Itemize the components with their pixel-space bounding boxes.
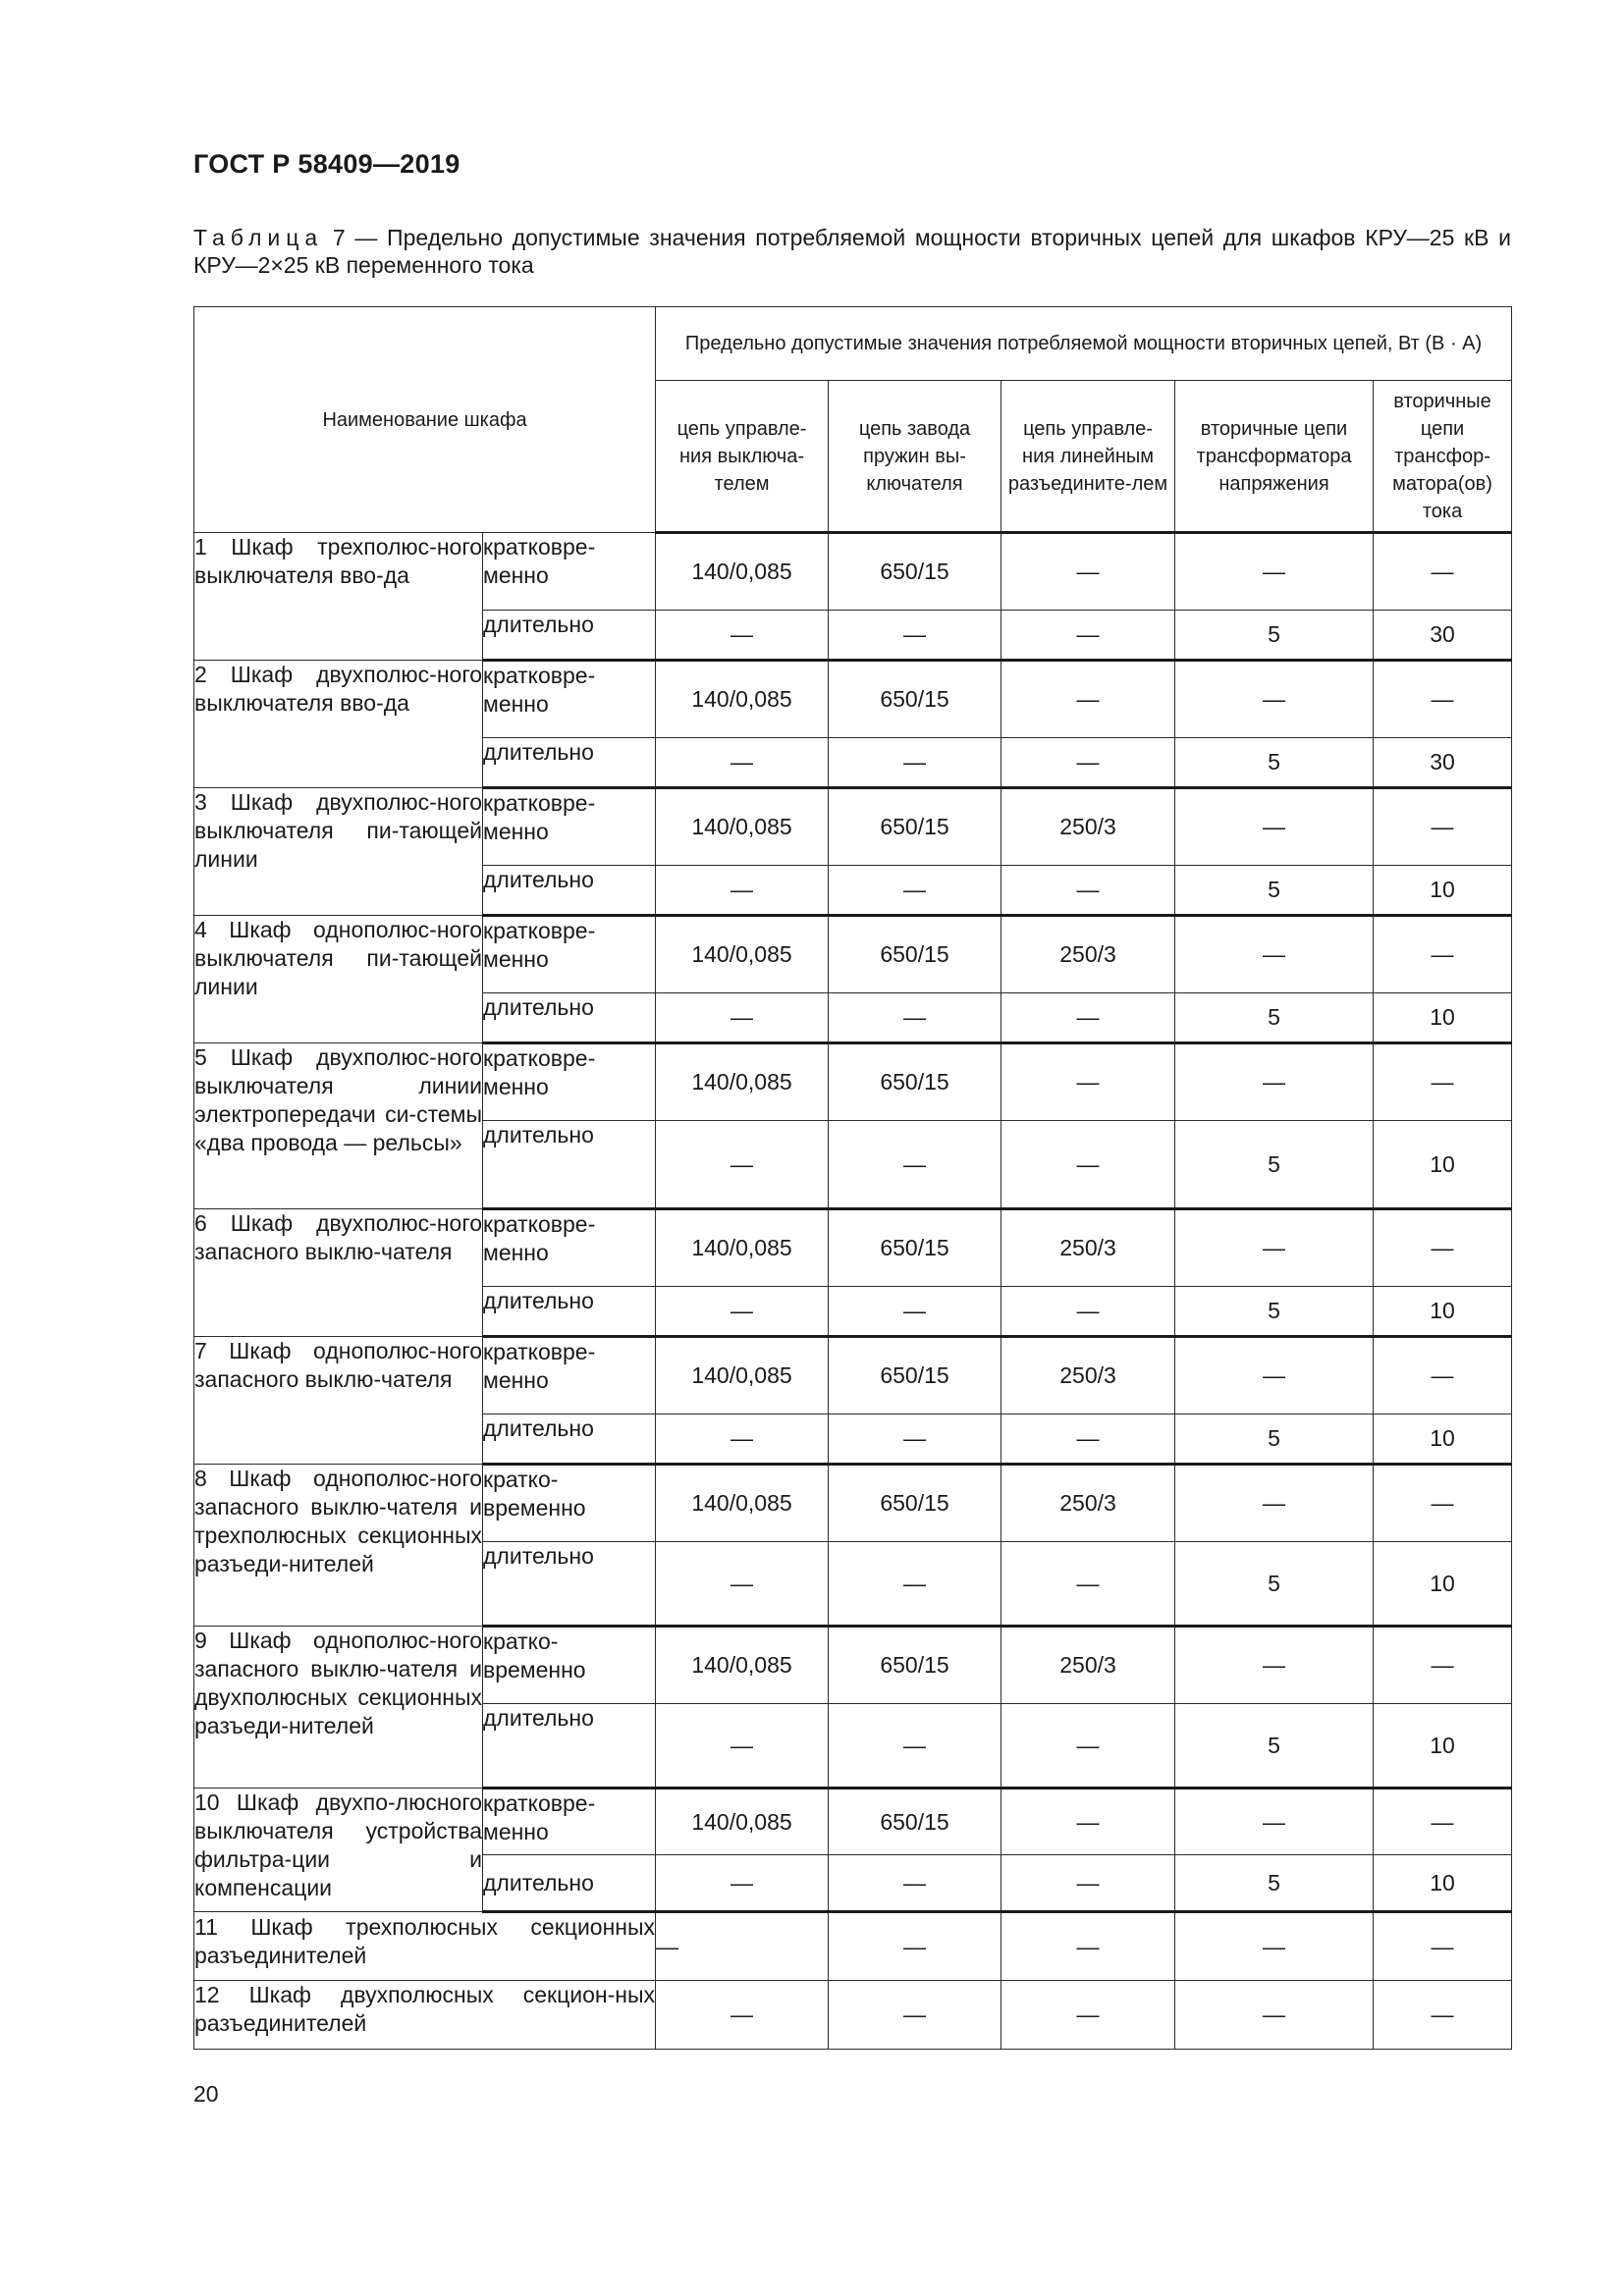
- value-cell: —: [1374, 1912, 1512, 1981]
- mode-cell: длительно: [483, 1704, 656, 1789]
- value-cell: —: [1175, 1789, 1374, 1855]
- cabinet-name-cell: 3 Шкаф двухполюс-ного выключателя пи-тающей линии: [194, 788, 483, 916]
- value-cell: 140/0,085: [656, 533, 829, 611]
- mode-cell: кратковре-менно: [483, 1789, 656, 1855]
- mode-cell: кратковре-менно: [483, 661, 656, 738]
- header-cabinet-name: Наименование шкафа: [194, 307, 656, 533]
- table-row: [194, 1337, 1512, 1415]
- value-cell: —: [1001, 1855, 1175, 1912]
- value-cell: 5: [1175, 738, 1374, 788]
- value-cell: —: [1175, 1209, 1374, 1287]
- value-cell: —: [829, 1912, 1001, 1981]
- mode-cell: длительно: [483, 1415, 656, 1465]
- value-cell: —: [656, 1415, 829, 1465]
- mode-cell: длительно: [483, 738, 656, 788]
- value-cell: —: [1001, 1415, 1175, 1465]
- caption-text: 7 — Предельно допустимые значения потребляемой мощности вторичных цепей для шкафов КРУ—25 кВ и КРУ—2×25 кВ переменного тока: [193, 225, 1511, 278]
- cabinet-name-cell: 10 Шкаф двухпо-люсного выключателя устройства фильтра-ции и компенсации: [194, 1789, 483, 1912]
- value-cell: 5: [1175, 1855, 1374, 1912]
- table-row: [194, 1465, 1512, 1542]
- value-cell: —: [656, 1287, 829, 1337]
- mode-cell: кратковре-менно: [483, 533, 656, 611]
- mode-cell: длительно: [483, 993, 656, 1043]
- value-cell: —: [1374, 1981, 1512, 2050]
- mode-cell: длительно: [483, 1855, 656, 1912]
- value-cell: —: [1001, 1542, 1175, 1627]
- mode-cell: кратковре-менно: [483, 788, 656, 866]
- mode-cell: кратковре-менно: [483, 1043, 656, 1121]
- value-cell: —: [656, 738, 829, 788]
- value-cell: —: [829, 866, 1001, 916]
- value-cell: 650/15: [829, 1337, 1001, 1415]
- value-cell: —: [1001, 866, 1175, 916]
- cabinet-name-cell: 5 Шкаф двухполюс-ного выключателя линии электропередачи си-стемы «два провода — рельсы»: [194, 1043, 483, 1209]
- mode-cell: кратковре-менно: [483, 1209, 656, 1287]
- value-cell: 10: [1374, 1415, 1512, 1465]
- value-cell: —: [1001, 1912, 1175, 1981]
- value-cell: 5: [1175, 1704, 1374, 1789]
- mode-cell: длительно: [483, 611, 656, 661]
- header-col-spring-charge: цепь завода пружин вы-ключателя: [829, 381, 1001, 533]
- value-cell: —: [1374, 1043, 1512, 1121]
- table-row: [194, 1627, 1512, 1704]
- value-cell: —: [1001, 1121, 1175, 1209]
- value-cell: 140/0,085: [656, 1337, 829, 1415]
- value-cell: 140/0,085: [656, 1627, 829, 1704]
- value-cell: —: [829, 993, 1001, 1043]
- value-cell: —: [829, 1287, 1001, 1337]
- value-cell: 10: [1374, 993, 1512, 1043]
- value-cell: —: [1001, 611, 1175, 661]
- value-cell: 650/15: [829, 1043, 1001, 1121]
- value-cell: —: [656, 1981, 829, 2050]
- value-cell: —: [1001, 1789, 1175, 1855]
- value-cell: —: [1374, 533, 1512, 611]
- value-cell: 250/3: [1001, 916, 1175, 993]
- cabinet-name-cell: 2 Шкаф двухполюс-ного выключателя вво-да: [194, 661, 483, 788]
- mode-cell: кратковре-менно: [483, 916, 656, 993]
- value-cell: —: [1175, 1043, 1374, 1121]
- table-row: [194, 788, 1512, 866]
- table-row: [194, 1789, 1512, 1855]
- table-row: [194, 661, 1512, 738]
- value-cell: —: [1001, 993, 1175, 1043]
- cabinet-name-cell: 4 Шкаф однополюс-ного выключателя пи-тающей линии: [194, 916, 483, 1043]
- value-cell: —: [1374, 1465, 1512, 1542]
- mode-cell: длительно: [483, 1121, 656, 1209]
- cabinet-name-cell: 11 Шкаф трехполюсных секционных разъединителей: [194, 1912, 656, 1981]
- value-cell: —: [829, 1981, 1001, 2050]
- value-cell: 140/0,085: [656, 1043, 829, 1121]
- value-cell: —: [1175, 661, 1374, 738]
- value-cell: 140/0,085: [656, 661, 829, 738]
- value-cell: —: [1175, 533, 1374, 611]
- page-number: 20: [193, 2081, 219, 2107]
- value-cell: —: [1374, 788, 1512, 866]
- document-number: ГОСТ Р 58409—2019: [193, 149, 460, 179]
- header-col-voltage-transformer: вторичные цепи трансформатора напряжения: [1175, 381, 1374, 533]
- mode-cell: кратко-временно: [483, 1465, 656, 1542]
- value-cell: 650/15: [829, 1627, 1001, 1704]
- value-cell: —: [829, 1415, 1001, 1465]
- value-cell: —: [656, 1912, 829, 1981]
- value-cell: —: [1001, 1981, 1175, 2050]
- value-cell: —: [829, 611, 1001, 661]
- value-cell: 10: [1374, 1855, 1512, 1912]
- value-cell: —: [1374, 1789, 1512, 1855]
- value-cell: —: [1001, 1287, 1175, 1337]
- value-cell: —: [829, 738, 1001, 788]
- value-cell: —: [1374, 661, 1512, 738]
- value-cell: 140/0,085: [656, 1465, 829, 1542]
- table-row: [194, 1209, 1512, 1287]
- value-cell: 650/15: [829, 1789, 1001, 1855]
- table-row: [194, 533, 1512, 611]
- value-cell: 5: [1175, 866, 1374, 916]
- value-cell: —: [656, 1704, 829, 1789]
- cabinet-name-cell: 8 Шкаф однополюс-ного запасного выклю-чателя и трехполюсных секционных разъеди-нителей: [194, 1465, 483, 1627]
- value-cell: —: [1001, 1704, 1175, 1789]
- value-cell: 10: [1374, 866, 1512, 916]
- table-caption: [193, 224, 1511, 279]
- value-cell: —: [829, 1704, 1001, 1789]
- value-cell: —: [1374, 916, 1512, 993]
- header-col-breaker-control: цепь управле-ния выключа-телем: [656, 381, 829, 533]
- value-cell: 250/3: [1001, 788, 1175, 866]
- mode-cell: кратковре-менно: [483, 1337, 656, 1415]
- table-row: [194, 916, 1512, 993]
- value-cell: 650/15: [829, 1209, 1001, 1287]
- value-cell: —: [1001, 533, 1175, 611]
- value-cell: 140/0,085: [656, 788, 829, 866]
- value-cell: 10: [1374, 1542, 1512, 1627]
- cabinet-name-cell: 6 Шкаф двухполюс-ного запасного выклю-чателя: [194, 1209, 483, 1337]
- value-cell: 30: [1374, 611, 1512, 661]
- caption-label: Таблица: [193, 225, 324, 250]
- value-cell: 5: [1175, 1121, 1374, 1209]
- value-cell: —: [1001, 1043, 1175, 1121]
- value-cell: 5: [1175, 1415, 1374, 1465]
- value-cell: 650/15: [829, 1465, 1001, 1542]
- value-cell: —: [1175, 1337, 1374, 1415]
- value-cell: 250/3: [1001, 1337, 1175, 1415]
- value-cell: 250/3: [1001, 1465, 1175, 1542]
- value-cell: —: [1001, 661, 1175, 738]
- value-cell: —: [1374, 1337, 1512, 1415]
- value-cell: —: [1374, 1209, 1512, 1287]
- value-cell: —: [656, 1855, 829, 1912]
- value-cell: —: [1175, 1465, 1374, 1542]
- value-cell: —: [1175, 788, 1374, 866]
- cabinet-name-cell: 9 Шкаф однополюс-ного запасного выклю-чателя и двухполюсных секционных разъеди-нителей: [194, 1627, 483, 1789]
- header-col-disconnector-control: цепь управле-ния линейным разъедините-лем: [1001, 381, 1175, 533]
- value-cell: —: [829, 1542, 1001, 1627]
- value-cell: —: [1175, 1912, 1374, 1981]
- value-cell: —: [656, 1542, 829, 1627]
- table-row: [194, 1912, 1512, 1981]
- value-cell: —: [656, 993, 829, 1043]
- value-cell: 650/15: [829, 533, 1001, 611]
- mode-cell: длительно: [483, 1287, 656, 1337]
- power-limits-table: [193, 306, 1512, 2050]
- value-cell: —: [656, 611, 829, 661]
- value-cell: —: [1175, 1981, 1374, 2050]
- mode-cell: длительно: [483, 1542, 656, 1627]
- value-cell: 250/3: [1001, 1209, 1175, 1287]
- value-cell: 5: [1175, 993, 1374, 1043]
- value-cell: —: [829, 1121, 1001, 1209]
- value-cell: 650/15: [829, 661, 1001, 738]
- mode-cell: длительно: [483, 866, 656, 916]
- value-cell: 650/15: [829, 916, 1001, 993]
- table-row: [194, 1981, 1512, 2050]
- value-cell: —: [1001, 738, 1175, 788]
- value-cell: 10: [1374, 1704, 1512, 1789]
- value-cell: —: [656, 1121, 829, 1209]
- mode-cell: кратко-временно: [483, 1627, 656, 1704]
- value-cell: —: [656, 866, 829, 916]
- value-cell: 10: [1374, 1121, 1512, 1209]
- value-cell: 5: [1175, 611, 1374, 661]
- cabinet-name-cell: 1 Шкаф трехполюс-ного выключателя вво-да: [194, 533, 483, 661]
- value-cell: 140/0,085: [656, 916, 829, 993]
- value-cell: 650/15: [829, 788, 1001, 866]
- value-cell: 140/0,085: [656, 1209, 829, 1287]
- header-col-current-transformer: вторичные цепи трансфор-матора(ов) тока: [1374, 381, 1512, 533]
- table-row: [194, 1043, 1512, 1121]
- value-cell: —: [1175, 916, 1374, 993]
- value-cell: 10: [1374, 1287, 1512, 1337]
- value-cell: —: [1374, 1627, 1512, 1704]
- value-cell: 5: [1175, 1287, 1374, 1337]
- value-cell: 5: [1175, 1542, 1374, 1627]
- header-power-group: Предельно допустимые значения потребляемой мощности вторичных цепей, Вт (В · А): [656, 307, 1512, 381]
- value-cell: —: [829, 1855, 1001, 1912]
- value-cell: 30: [1374, 738, 1512, 788]
- cabinet-name-cell: 7 Шкаф однополюс-ного запасного выклю-чателя: [194, 1337, 483, 1465]
- value-cell: 250/3: [1001, 1627, 1175, 1704]
- value-cell: 140/0,085: [656, 1789, 829, 1855]
- cabinet-name-cell: 12 Шкаф двухполюсных секцион-ных разъединителей: [194, 1981, 656, 2050]
- value-cell: —: [1175, 1627, 1374, 1704]
